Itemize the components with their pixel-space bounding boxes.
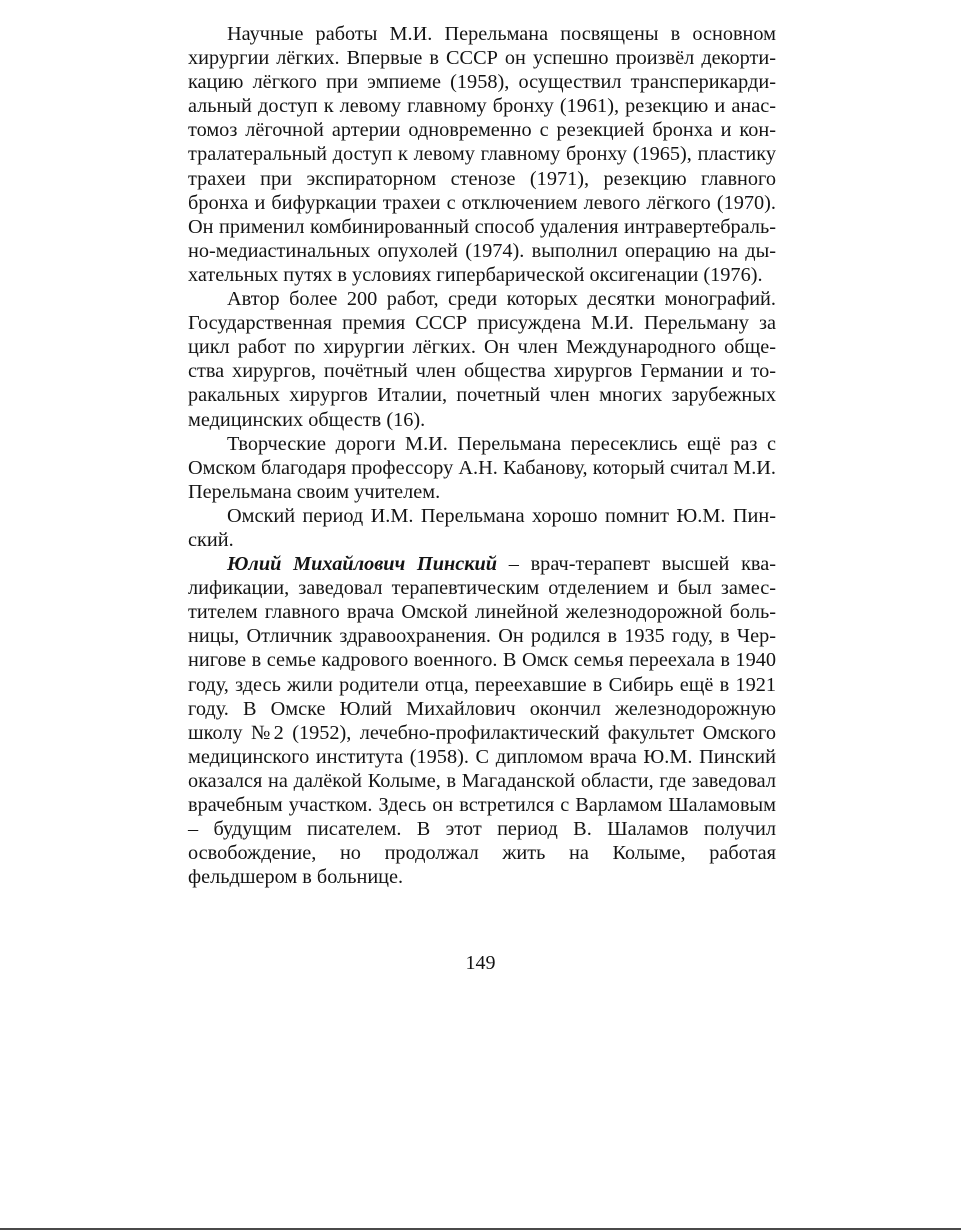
- person-name-pinsky: Юлий Михайлович Пинский: [227, 553, 498, 576]
- paragraph-omsk-connection: Творческие дороги М.И. Перельмана пересеклись ещё раз с Омском благодаря профессору А.Н. Кабанову, который считал М.И. Перельмана своим учителем.: [188, 432, 776, 503]
- paragraph-pinsky-text: – врач-терапевт высшей квалификации, заведовал терапевтическим отделением и был заместителем главного врача Омской линейной железнодорожной больницы, Отличник здравоохранения. Он родился в 1935 году, в Чернигове в семье кадрового военного. В Омск семья переехала в 1940 году, здесь жили родители отца, переехавшие в Сибирь ещё в 1921 году. В Омске Юлий Михайлович окончил железнодорожную школу №2 (1952), лечебно-профилактический факультет Омского медицинского института (1958). С дипломом врача Ю.М. Пинский оказался на далёкой Колыме, в Магаданской области, где заведовал врачебным участком. Здесь он встретился с Варламом Шаламовым – будущим писателем. В этот период В. Шаламов получил освобождение, но продолжал жить на Колыме, работая фельдшером в больнице.: [188, 553, 776, 889]
- paragraph-pinsky: [188, 552, 776, 889]
- paragraph-works: Автор более 200 работ, среди которых десятки монографий. Государственная премия СССР присуждена М.И. Перельману за цикл работ по хирургии лёгких. Он член Международного общества хирургов, почётный член общества хирургов Германии и торакальных хирургов Италии, почетный член многих зарубежных медицинских обществ (16).: [188, 288, 776, 431]
- page-number: 149: [465, 952, 496, 974]
- body-text: [188, 22, 776, 889]
- paragraph-research: Научные работы М.И. Перельмана посвящены в основном хирургии лёгких. Впервые в СССР он успешно произвёл декортикацию лёгкого при эмпиеме (1958), осуществил трансперикардиальный доступ к левому главному бронху (1961), резекцию и анастомоз лёгочной артерии одновременно с резекцией бронха и контралатеральный доступ к левому главному бронху (1965), пластику трахеи при экспираторном стенозе (1971), резекцию главного бронха и бифуркации трахеи с отключением левого лёгкого (1970). Он применил комбинированный способ удаления интравертебрально-медиастинальных опухолей (1974). выполнил операцию на дыхательных путях в условиях гипербарической оксигенации (1976).: [188, 23, 776, 286]
- paragraph-omsk-period: Омский период И.М. Перельмана хорошо помнит Ю.М. Пинский.: [188, 504, 776, 551]
